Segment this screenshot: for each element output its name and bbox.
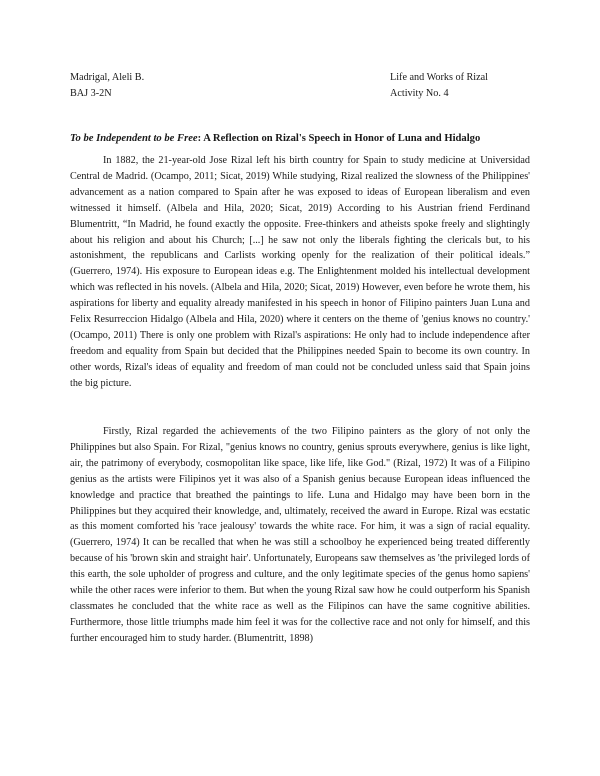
body-paragraph-2: Firstly, Rizal regarded the achievements of the two Filipino painters as the glory of not only the Philippines but also Spain. For Rizal, "genius knows no country, genius sprouts everywhere, genius is like light, air, the patrimony of everybody, cosmopolitan like space, like life, like God." (Rizal, 1972) It was of a Filipino genius as the artists were Filipinos yet it was also of a Spanish genius because European ideas influenced the knowledge and practice that breathed the paintings to life. Luna and Hidalgo may have been born in the Philippines but they acquired their knowledge, and, ultimately, received the award in Europe. Rizal was ecstatic as this moment comforted his 'race jealousy' towards the white race. For him, it was a sign of racial equality. (Guerrero, 1974) It can be recalled that when he was still a schoolboy he experienced being treated differently because of his 'brown skin and straight hair'. Unfortunately, Europeans saw themselves as 'the privileged lords of this earth, the sole upholder of progress and culture, and the only legitimate species of the genus homo sapiens' while the other races were inferior to them. But when the young Rizal saw how he could outperform his Spanish classmates he concluded that the white race as well as the Filipinos can have the same cognitive abilities. Furthermore, those little triumphs made him feel it was for the collective race and not only for himself, and this further encouraged him to study harder. (Blumentritt, 1898) (70, 426, 530, 644)
author-name: Madrigal, Aleli B. (70, 72, 145, 83)
header-row-2 (70, 86, 530, 102)
course-title: Life and Works of Rizal (390, 72, 489, 83)
body-paragraph-1: In 1882, the 21-year-old Jose Rizal left his birth country for Spain to study medicine at Universidad Central de Madrid. (Ocampo, 2011; Sicat, 2019) While studying, Rizal realized the slowness of the Philippines' advancement as a nation compared to Spain after he was exposed to ideas of European liberalism and even witnessed it himself. (Albela and Hila, 2020; Sicat, 2019) According to his Austrian friend Ferdinand Blumentritt, “In Madrid, he found exactly the opposite. Free-thinkers and atheists spoke freely and slightingly about his religion and about his Church; [...] he saw not only the liberals fighting the clericals but, to his astonishment, the republicans and Carlists working openly for the realization of their political ideals.” (Guerrero, 1974). His exposure to European ideas e.g. The Enlightenment molded his intellectual development which was reflected in his novels. (Albela and Hila, 2020; Sicat, 2019) However, even before he wrote them, his aspirations for liberty and equality already manifested in his speech in honor of Filipino painters Juan Luna and Felix Resurreccion Hidalgo (Albela and Hila, 2020) where it centers on the theme of 'genius knows no country.' (Ocampo, 2011) There is only one problem with Rizal's aspirations: He only had to include independence after freedom and equality from Spain but decided that the Philippines needed Spain to become its own country. In other words, Rizal's ideas of equality and freedom of man could not be concluded unless said that Spain joins the big picture. (70, 155, 530, 389)
activity-number: Activity No. 4 (390, 88, 449, 99)
header-row-1 (70, 70, 530, 86)
essay-title (70, 131, 540, 147)
essay-title-italic: To be Independent to be Free (70, 133, 198, 144)
section-code: BAJ 3-2N (70, 88, 112, 99)
essay-title-rest: : A Reflection on Rizal's Speech in Honor of Luna and Hidalgo (197, 133, 481, 144)
